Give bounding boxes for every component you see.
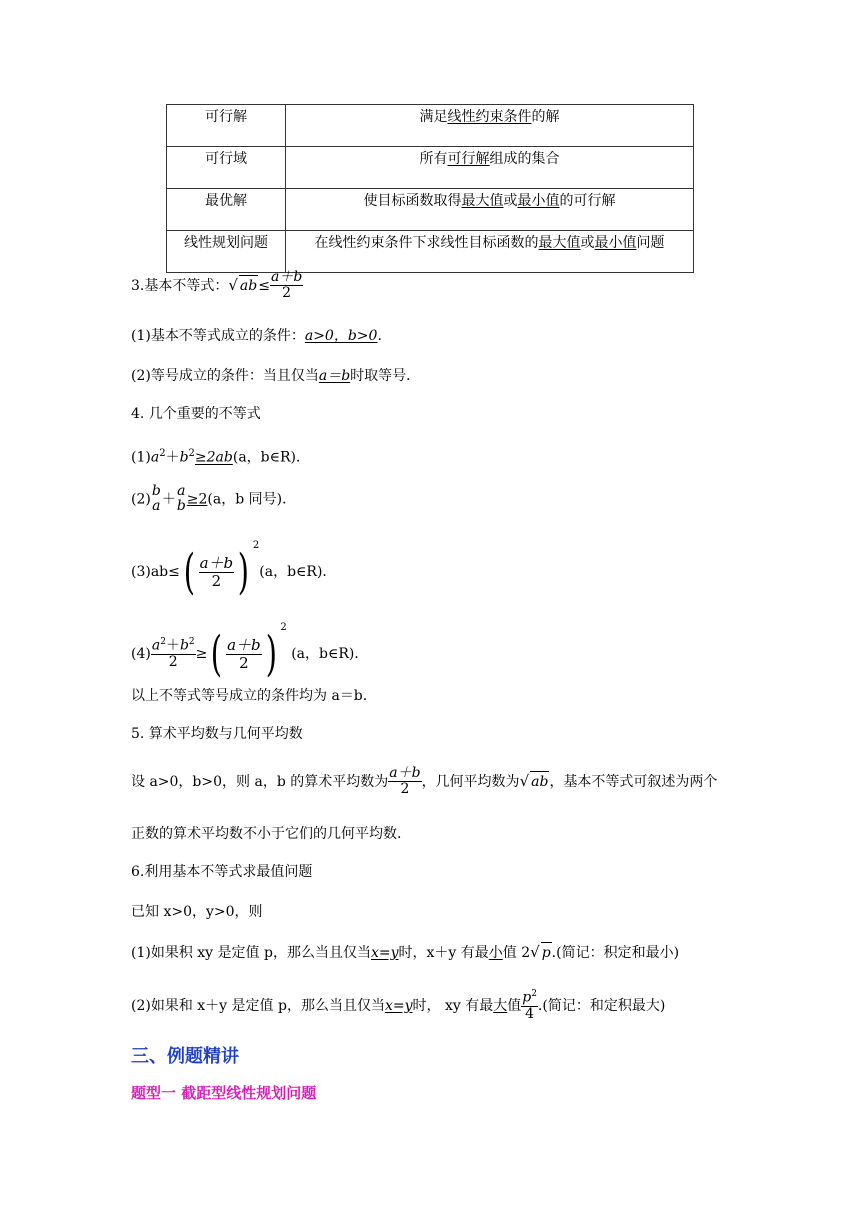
inequality-4: (4) $\frac{a^2+b^2}{2}$ ≥( $\frac{a+b}{2}$ ) $^2$ (a，b∈R)．	[131, 622, 369, 682]
term-cell: 线性规划问题	[167, 231, 286, 273]
section-heading: 三、例题精讲	[131, 1046, 239, 1067]
term-cell: 可行解	[167, 105, 286, 147]
term-cell: 可行域	[167, 147, 286, 189]
table-row	[167, 105, 694, 147]
subsection-heading: 题型一 截距型线性规划问题	[131, 1084, 317, 1102]
condition-2: (2)等号成立的条件：当且仅当a＝b时取等号．	[131, 368, 421, 384]
section-5-title: 5. 算术平均数与几何平均数	[131, 726, 303, 742]
inequality-2: (2) b a ＋ a b ≥2(a，b 同号)．	[131, 483, 297, 515]
basic-inequality-line: 3.基本不等式：√ ab≤ $\frac{a+b}{2}$	[131, 269, 303, 302]
means-paragraph-1: 设 a>0，b>0，则 a，b 的算术平均数为 $\frac{a+b}{2}$ ，几何平均数为√ ab，基本不等式可叙述为两个	[131, 765, 718, 798]
desc-cell: 满足线性约束条件的解	[286, 105, 694, 147]
desc-cell: 在线性约束条件下求线性目标函数的最大值或最小值问题	[286, 231, 694, 273]
definitions-table	[166, 104, 694, 273]
inequality-summary: 以上不等式等号成立的条件均为 a＝b.	[131, 688, 368, 704]
fraction: $\frac{a+b}{2}$	[270, 269, 303, 302]
condition-1: (1)基本不等式成立的条件：a>0，b>0.	[131, 328, 382, 344]
section-6-title: 6.利用基本不等式求最值问题	[131, 864, 313, 880]
table-row	[167, 189, 694, 231]
term-cell: 最优解	[167, 189, 286, 231]
section-4-title: 4. 几个重要的不等式	[131, 406, 261, 422]
means-paragraph-2: 正数的算术平均数不小于它们的几何平均数.	[131, 826, 402, 842]
desc-cell: 所有可行解组成的集合	[286, 147, 694, 189]
desc-cell: 使目标函数取得最大值或最小值的可行解	[286, 189, 694, 231]
section-3-title: 3.基本不等式：	[131, 277, 229, 294]
table-row	[167, 147, 694, 189]
table-row	[167, 231, 694, 273]
extremum-rule-1: (1)如果积 xy 是定值 p，那么当且仅当x=y时，x＋y 有最小值 2√ p.(简记：积定和最小)	[131, 943, 680, 961]
given-condition: 已知 x>0，y>0，则	[131, 904, 263, 920]
inequality-3: (3)ab≤( $\frac{a+b}{2}$ ) $^2$(a，b∈R)．	[131, 540, 337, 600]
extremum-rule-2: (2)如果和 x＋y 是定值 p，那么当且仅当x=y时， xy 有最大值 $\frac{p^2}{4}$ .(简记：和定积最大)	[131, 989, 666, 1023]
inequality-1: $(1)a^2+b^2\ge 2ab(a$，b∈R)．	[131, 448, 311, 466]
